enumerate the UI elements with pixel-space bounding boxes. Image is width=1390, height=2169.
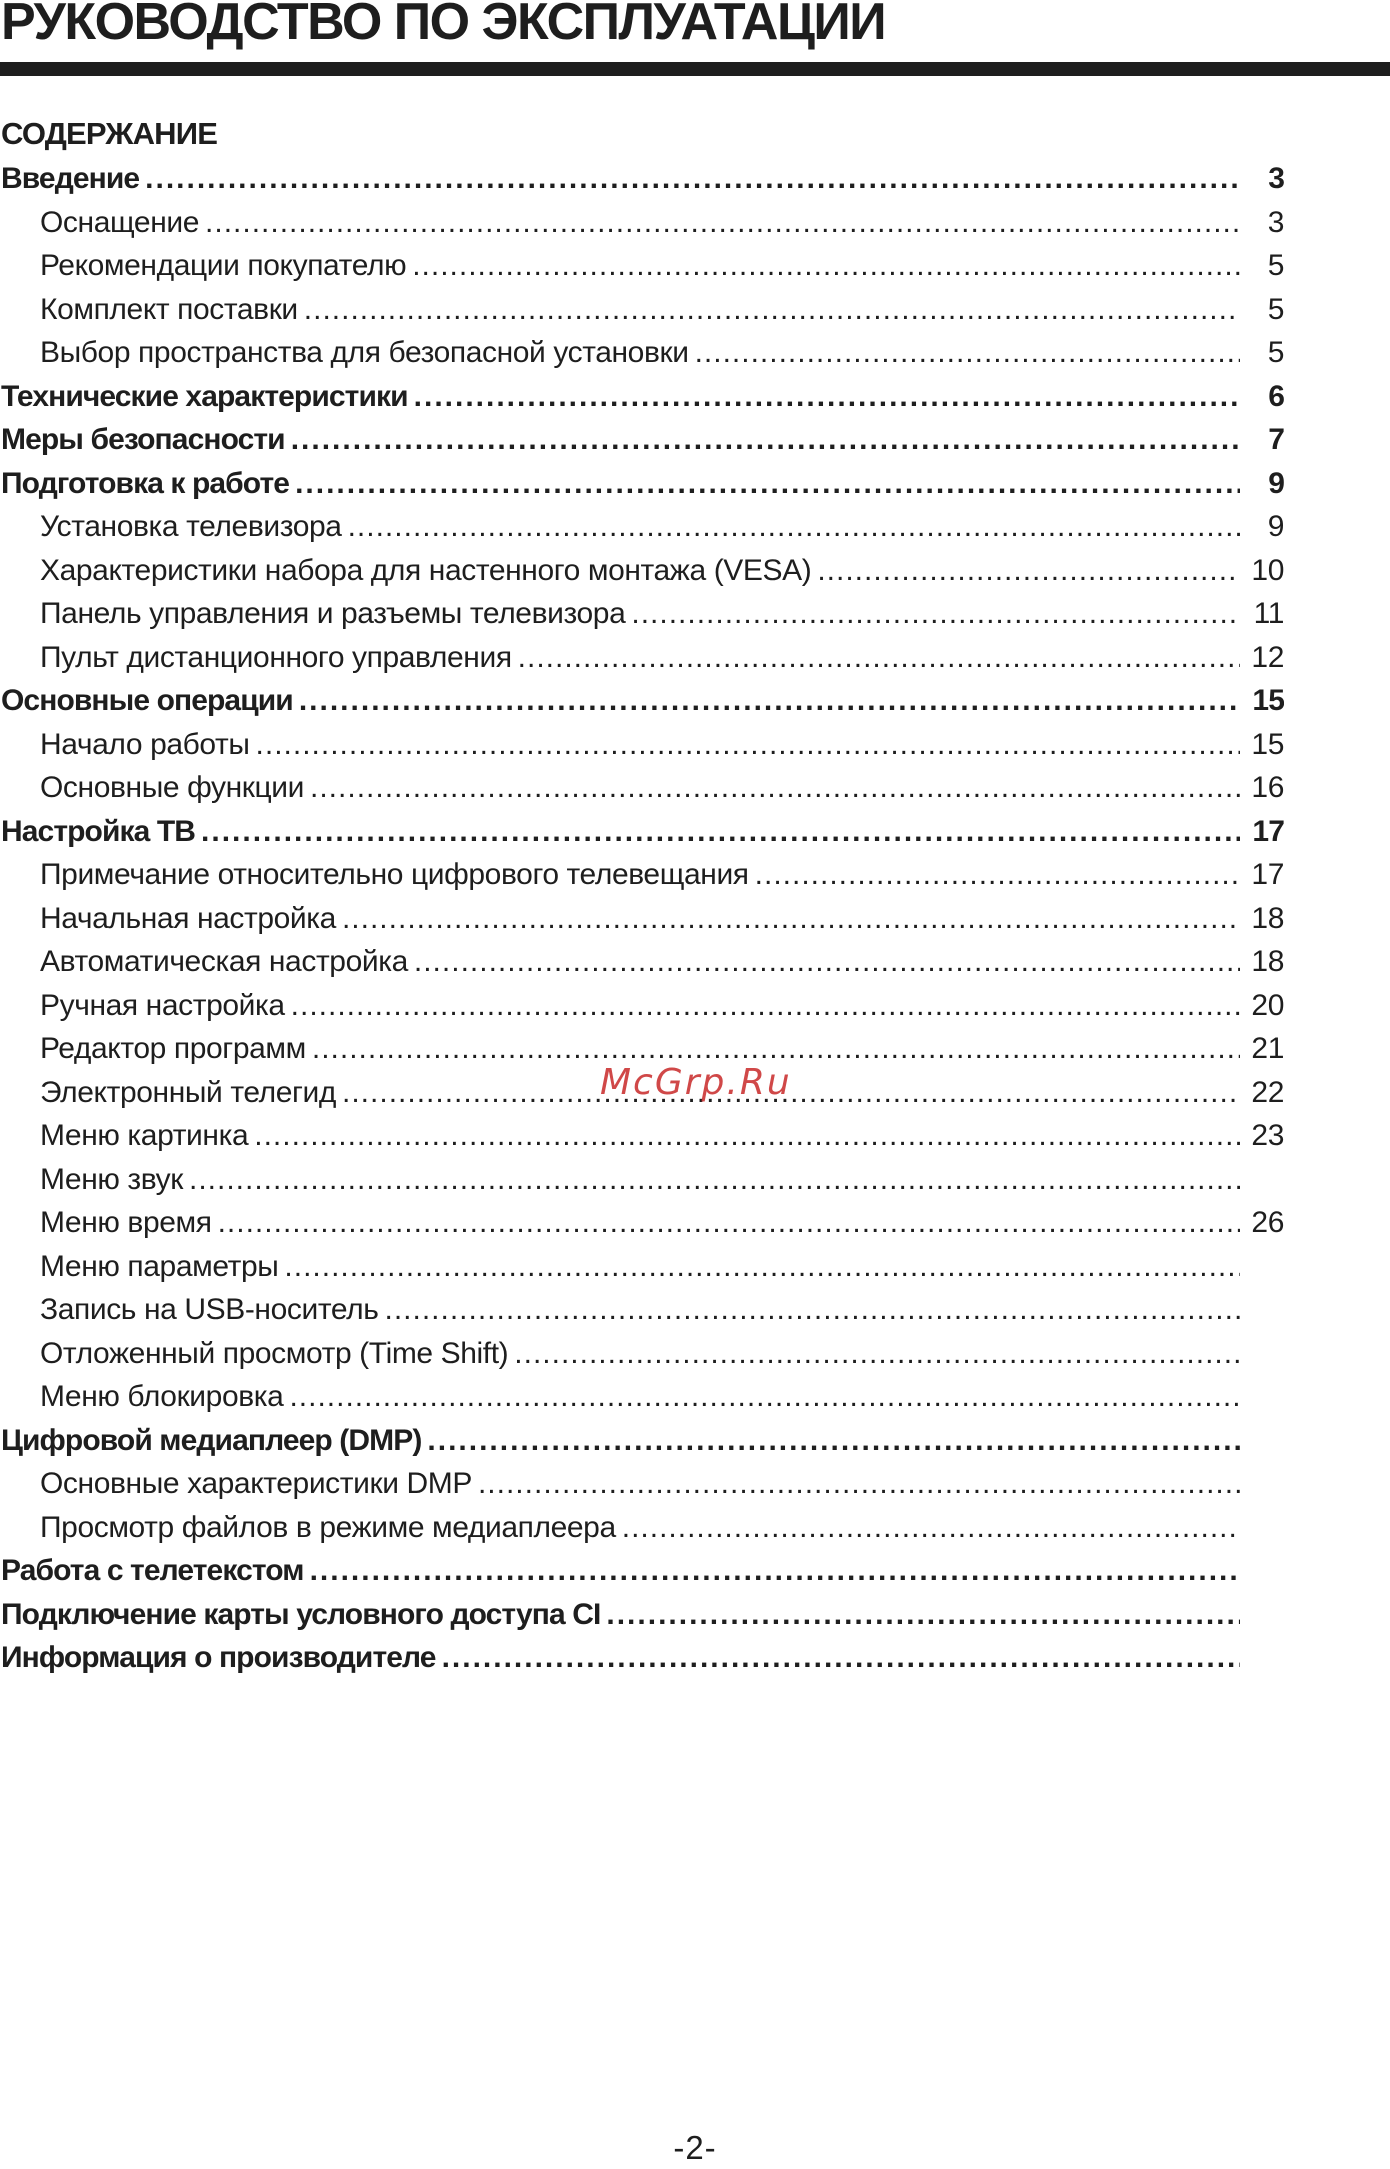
- toc-entry-title: Меры безопасности: [1, 423, 285, 456]
- toc-section-entry: [0, 679, 1284, 723]
- toc-entry-title: Подготовка к работе: [1, 466, 290, 500]
- toc-entry-title: Меню блокировка: [40, 1380, 284, 1413]
- toc-entry-page-number: 3: [1268, 162, 1284, 195]
- toc-subsection-entry: [0, 1462, 1284, 1506]
- toc-dot-leader: [284, 1245, 1240, 1289]
- toc-entry-title: Автоматическая настройка: [40, 945, 408, 978]
- toc-subsection-entry: [0, 1506, 1284, 1550]
- toc-dot-leader: [145, 157, 1240, 201]
- toc-dot-leader: [310, 1549, 1240, 1593]
- toc-entry-page-number: 5: [1267, 249, 1284, 282]
- toc-section-entry: [0, 462, 1284, 506]
- toc-section-entry: [0, 1549, 1284, 1593]
- toc-subsection-entry: [0, 984, 1284, 1028]
- page-number: -2-: [673, 2129, 717, 2166]
- toc-dot-leader: [201, 810, 1240, 854]
- toc-entry-title: Просмотр файлов в режиме медиаплеера: [40, 1510, 616, 1544]
- toc-section-entry: [0, 1636, 1284, 1680]
- toc-section-entry: [0, 1419, 1284, 1463]
- toc-entry-title: Технические характеристики: [1, 379, 408, 413]
- toc-entry-title: Основные характеристики DMP: [40, 1467, 472, 1500]
- toc-dot-leader: [342, 897, 1240, 941]
- toc-entry-page-number: 11: [1253, 597, 1284, 630]
- toc-entry-title: Примечание относительно цифрового телевещания: [40, 858, 749, 891]
- toc-entry-page-number: 7: [1268, 423, 1284, 456]
- title-underline-rule: [0, 62, 1390, 76]
- toc-entry-title: Панель управления и разъемы телевизора: [40, 597, 626, 630]
- toc-subsection-entry: [0, 288, 1284, 332]
- toc-subsection-entry: [0, 940, 1284, 984]
- toc-dot-leader: [606, 1593, 1240, 1637]
- toc-entry-page-number: 12: [1251, 640, 1284, 674]
- toc-dot-leader: [218, 1201, 1240, 1245]
- toc-entry-title: Подключение карты условного доступа CI: [1, 1597, 601, 1631]
- toc-entry-title: Отложенный просмотр (Time Shift): [40, 1336, 509, 1370]
- toc-section-entry: [0, 1593, 1284, 1637]
- toc-subsection-entry: [0, 1375, 1284, 1419]
- toc-entry-page-number: 15: [1252, 684, 1284, 717]
- toc-subsection-entry: [0, 331, 1284, 375]
- document-title: РУКОВОДСТВО ПО ЭКСПЛУАТАЦИИ: [1, 0, 886, 51]
- toc-section-entry: [0, 810, 1284, 854]
- toc-dot-leader: [295, 462, 1240, 506]
- toc-entry-page-number: 9: [1267, 510, 1284, 543]
- toc-subsection-entry: [0, 1158, 1284, 1202]
- toc-entry-page-number: 15: [1251, 727, 1284, 761]
- toc-subsection-entry: [0, 897, 1284, 941]
- toc-entry-page-number: 5: [1267, 292, 1284, 326]
- toc-entry-page-number: 18: [1251, 945, 1284, 978]
- toc-subsection-entry: [0, 853, 1284, 897]
- toc-dot-leader: [384, 1288, 1240, 1332]
- toc-dot-leader: [518, 636, 1240, 680]
- toc-section-entry: [0, 375, 1284, 419]
- toc-dot-leader: [291, 984, 1240, 1028]
- toc-entry-page-number: 21: [1251, 1032, 1284, 1065]
- toc-entry-page-number: 6: [1268, 379, 1284, 413]
- toc-subsection-entry: [0, 244, 1284, 288]
- toc-entry-title: Установка телевизора: [40, 510, 342, 543]
- toc-dot-leader: [291, 418, 1240, 462]
- toc-entry-title: Оснащение: [40, 205, 200, 239]
- toc-entry-title: Настройка ТВ: [1, 814, 196, 848]
- toc-dot-leader: [205, 201, 1240, 245]
- toc-dot-leader: [299, 679, 1240, 723]
- toc-entry-title: Начальная настройка: [40, 901, 336, 935]
- toc-dot-leader: [412, 244, 1240, 288]
- toc-entry-title: Цифровой медиаплеер (DMP): [1, 1423, 422, 1457]
- toc-dot-leader: [304, 288, 1240, 332]
- toc-entry-title: Ручная настройка: [40, 988, 285, 1022]
- toc-entry-title: Информация о производителе: [1, 1641, 436, 1674]
- toc-subsection-entry: [0, 1114, 1284, 1158]
- toc-dot-leader: [348, 505, 1240, 549]
- toc-entry-title: Меню звук: [40, 1162, 183, 1196]
- toc-subsection-entry: [0, 1332, 1284, 1376]
- toc-entry-page-number: 22: [1251, 1075, 1284, 1109]
- toc-entry-title: Основные операции: [1, 684, 293, 717]
- toc-entry-title: Начало работы: [40, 727, 250, 761]
- toc-entry-page-number: 26: [1251, 1206, 1284, 1239]
- toc-subsection-entry: [0, 201, 1284, 245]
- toc-entry-title: Характеристики набора для настенного монтажа (VESA): [40, 553, 812, 587]
- toc-entry-title: Меню время: [40, 1206, 212, 1239]
- toc-subsection-entry: [0, 766, 1284, 810]
- toc-entry-title: Запись на USB-носитель: [40, 1293, 379, 1326]
- toc-dot-leader: [695, 331, 1240, 375]
- toc-subsection-entry: [0, 592, 1284, 636]
- toc-entry-page-number: 16: [1251, 771, 1284, 804]
- toc-dot-leader: [622, 1506, 1240, 1550]
- toc-dot-leader: [254, 1114, 1240, 1158]
- toc-subsection-entry: [0, 549, 1284, 593]
- toc-entry-title: Работа с телетекстом: [1, 1554, 304, 1587]
- toc-entry-title: Рекомендации покупателю: [40, 249, 407, 282]
- toc-subsection-entry: [0, 1201, 1284, 1245]
- watermark: McGrp.Ru: [600, 1062, 792, 1103]
- toc-entry-page-number: 20: [1251, 988, 1284, 1022]
- toc-entry-title: Комплект поставки: [40, 292, 298, 326]
- toc-dot-leader: [414, 375, 1240, 419]
- toc-dot-leader: [514, 1332, 1240, 1376]
- toc-entry-page-number: 3: [1267, 205, 1284, 239]
- toc-entry-title: Введение: [1, 162, 140, 195]
- toc-dot-leader: [414, 940, 1240, 984]
- toc-entry-title: Выбор пространства для безопасной установки: [40, 336, 689, 369]
- toc-subsection-entry: [0, 1245, 1284, 1289]
- toc-entry-title: Меню параметры: [40, 1249, 279, 1283]
- toc-heading: СОДЕРЖАНИЕ: [1, 116, 218, 151]
- toc-dot-leader: [310, 766, 1240, 810]
- toc-subsection-entry: [0, 505, 1284, 549]
- toc-entry-page-number: 10: [1251, 553, 1284, 587]
- toc-dot-leader: [755, 853, 1240, 897]
- toc-entry-title: Редактор программ: [40, 1032, 306, 1065]
- toc-dot-leader: [189, 1158, 1240, 1202]
- table-of-contents: [0, 157, 1284, 1680]
- toc-dot-leader: [478, 1462, 1240, 1506]
- toc-subsection-entry: [0, 636, 1284, 680]
- toc-entry-title: Электронный телегид: [40, 1075, 337, 1109]
- toc-subsection-entry: [0, 723, 1284, 767]
- toc-subsection-entry: [0, 1288, 1284, 1332]
- toc-entry-title: Меню картинка: [40, 1119, 249, 1152]
- toc-entry-title: Пульт дистанционного управления: [40, 640, 512, 674]
- toc-entry-page-number: 17: [1251, 858, 1284, 891]
- toc-dot-leader: [442, 1636, 1240, 1680]
- toc-dot-leader: [631, 592, 1240, 636]
- toc-dot-leader: [427, 1419, 1240, 1463]
- toc-entry-title: Основные функции: [40, 771, 305, 804]
- toc-dot-leader: [817, 549, 1240, 593]
- toc-dot-leader: [256, 723, 1240, 767]
- toc-section-entry: [0, 157, 1284, 201]
- toc-entry-page-number: 9: [1268, 466, 1284, 500]
- toc-entry-page-number: 5: [1267, 336, 1284, 369]
- toc-entry-page-number: 18: [1251, 901, 1284, 935]
- toc-dot-leader: [289, 1375, 1240, 1419]
- toc-entry-page-number: 23: [1251, 1119, 1284, 1152]
- toc-entry-page-number: 17: [1252, 814, 1284, 848]
- toc-section-entry: [0, 418, 1284, 462]
